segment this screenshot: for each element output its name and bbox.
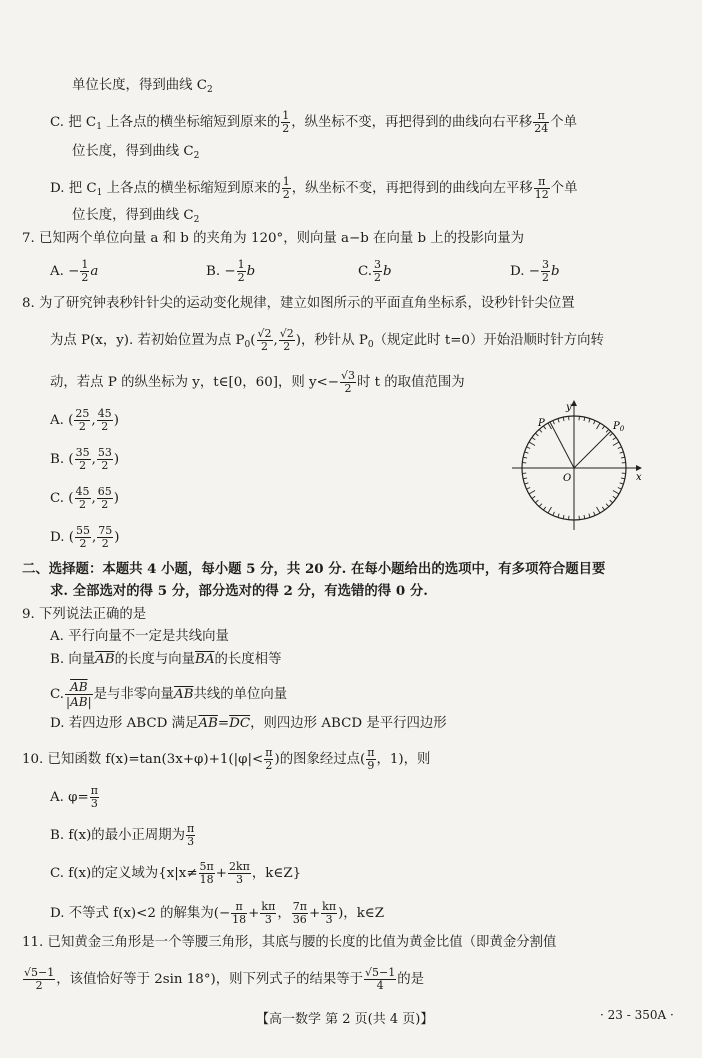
q9-option-a: A. 平行向量不一定是共线向量 <box>50 629 229 644</box>
clock-tick <box>526 488 530 490</box>
q7-stem: 7. 已知两个单位向量 a 和 b 的夹角为 120°，则向量 a−b 在向量 b 上的投影向量为 <box>22 231 525 246</box>
q6-option-c: C. 把 $C_1$ 上各点的横坐标缩短到原来的 $\frac{1}{2}$ ，纵坐标不变，再把得到的曲线向右平移 $\frac{\pi}{24}$ 个单 <box>50 109 578 135</box>
clock-tick <box>526 447 530 449</box>
q10-option-d: D. 不等式 f(x)<2 的解集为(− $\frac{\pi}{18}$ + $\frac{k\pi}{3}$ ， $\frac{7\pi}{36}$ + $\frac{k\pi}{3}$ )，k∈Z <box>50 900 385 926</box>
clock-tick <box>597 423 601 429</box>
q10-stem: 10. 已知函数 f(x)=tan(3x+φ)+1(|φ|< $\frac{\pi}{2}$ )的图象经过点( $\frac{\pi}{9}$ ，1)，则 <box>22 746 431 772</box>
footer-code: · 23 - 350A · <box>600 1008 674 1022</box>
q8-option-a: A. ( $\frac{25}{2}$ , $\frac{45}{2}$ ) <box>50 407 119 433</box>
radius-p0 <box>574 431 611 468</box>
footer-page-info: 【高一数学 第 2 页(共 4 页)】 <box>256 1012 434 1027</box>
q7-option-c: C. $\frac{3}{2}$ b <box>358 258 392 284</box>
clock-tick <box>618 447 622 449</box>
q8-option-c: C. ( $\frac{45}{2}$ , $\frac{65}{2}$ ) <box>50 485 120 511</box>
x-label: x <box>636 472 642 483</box>
q6-option-d-line2: 位长度，得到曲线 $C_2$ <box>72 208 200 225</box>
q8-option-d: D. ( $\frac{55}{2}$ , $\frac{75}{2}$ ) <box>50 524 120 550</box>
q7-option-d: D. − $\frac{3}{2}$ b <box>510 258 560 284</box>
q8-line2: 为点 P(x，y). 若初始位置为点 $P_0$( $\frac{√2}{2}$ , $\frac{√2}{2}$ )，秒针从 $P_0$（规定此时 t=0）开始沿顺时针方向转 <box>50 327 604 353</box>
clock-tick <box>597 507 601 513</box>
p0-label: $P_0$ <box>613 421 625 433</box>
section2-line1: 二、选择题：本题共 4 小题，每小题 5 分，共 20 分. 在每小题给出的选项中，有多项符合题目要 <box>22 561 606 577</box>
q11-line2: $\frac{√5-1}{2}$ ，该值恰好等于 2sin 18°)，则下列式子的结果等于 $\frac{√5-1}{4}$ 的是 <box>24 966 425 992</box>
q8-line3: 动，若点 P 的纵坐标为 y，t∈[0，60]，则 y<− $\frac{√3}{2}$ 时 t 的取值范围为 <box>50 369 465 395</box>
q6-option-d: D. 把 $C_1$ 上各点的横坐标缩短到原来的 $\frac{1}{2}$ ，纵坐标不变，再把得到的曲线向左平移 $\frac{\pi}{12}$ 个单 <box>50 175 578 201</box>
clock-tick <box>543 507 545 510</box>
x-axis-arrow <box>636 465 642 471</box>
clock-tick <box>548 507 552 513</box>
q10-option-c: C. f(x)的定义域为{x|x≠ $\frac{5\pi}{18}$ + $\frac{2k\pi}{3}$ ，k∈Z} <box>50 860 302 886</box>
page-footer <box>0 1002 702 1030</box>
y-axis-arrow <box>571 400 577 406</box>
clock-tick <box>618 488 622 490</box>
q11-line1: 11. 已知黄金三角形是一个等腰三角形，其底与腰的长度的比值为黄金比值（即黄金分割值 <box>22 935 557 950</box>
q10-option-b: B. f(x)的最小正周期为 $\frac{\pi}{3}$ <box>50 822 195 848</box>
clock-tick <box>539 429 542 432</box>
q9-stem: 9. 下列说法正确的是 <box>22 607 147 622</box>
q6-option-b-tail: 单位长度，得到曲线 $C_2$ <box>72 78 213 95</box>
clock-tick <box>606 504 609 507</box>
section2-line2: 求. 全部选对的得 5 分，部分选对的得 2 分，有选错的得 0 分. <box>50 583 428 599</box>
origin-label: O <box>563 473 572 484</box>
q6-option-c-line2: 位长度，得到曲线 $C_2$ <box>72 144 200 161</box>
y-label: y <box>566 402 572 413</box>
clock-tick <box>602 507 604 510</box>
clock-figure <box>508 398 648 540</box>
q9-option-d: D. 若四边形 ABCD 满足$\overline{AB}=\overline{DC}$，则四边形 ABCD 是平行四边形 <box>50 716 447 731</box>
q10-option-a: A. φ= $\frac{\pi}{3}$ <box>50 784 99 810</box>
clock-tick <box>539 504 542 507</box>
q9-option-c: C. $\frac{\overline{AB}}{|\overline{AB}|}$ 是与非零向量$\overline{AB}$共线的单位向量 <box>50 680 288 709</box>
clock-tick <box>613 491 619 495</box>
clock-tick <box>602 426 604 429</box>
clock-tick <box>529 442 535 446</box>
clock-tick <box>529 491 535 495</box>
q7-option-b: B. − $\frac{1}{2}$ b <box>206 258 256 284</box>
q8-option-b: B. ( $\frac{35}{2}$ , $\frac{53}{2}$ ) <box>50 446 120 472</box>
radius-p <box>550 422 574 468</box>
clock-tick <box>606 429 609 432</box>
q9-option-b: B. 向量$\overline{AB}$的长度与向量$\overline{BA}$的长度相等 <box>50 652 282 667</box>
q8-line1: 8. 为了研究钟表秒针针尖的运动变化规律，建立如图所示的平面直角坐标系，设秒针针尖位置 <box>22 296 575 311</box>
p-label: P <box>538 418 545 429</box>
q7-option-a: A. − $\frac{1}{2}$ a <box>50 258 99 284</box>
clock-tick <box>613 442 619 446</box>
